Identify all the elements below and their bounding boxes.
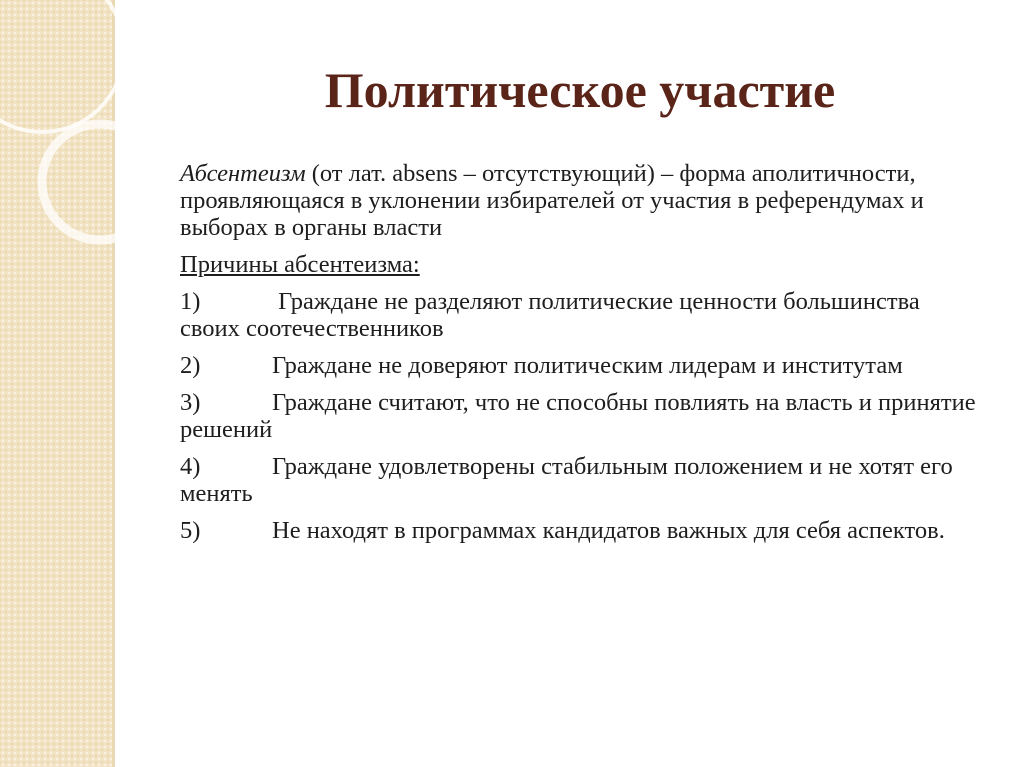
definition-text: (от лат. absens – отсутствующий) – форма аполитичности, проявляющаяся в уклонении избирателей от участия в референдумах и выборах в органы власти: [180, 160, 924, 241]
causes-heading: Причины абсентеизма:: [180, 251, 420, 278]
cause-item-1: [180, 288, 980, 342]
definition-paragraph: [180, 160, 980, 241]
cause-item-2: [180, 352, 980, 379]
cause-number: 3): [180, 389, 201, 416]
cause-number: 1): [180, 288, 201, 315]
definition-term: Абсентеизм: [180, 160, 306, 187]
cause-number: 2): [180, 352, 201, 379]
cause-text: Граждане не разделяют политические ценности большинства своих соотечественников: [180, 288, 920, 342]
slide-content: [180, 160, 980, 554]
cause-item-5: [180, 517, 980, 544]
slide-title: Политическое участие: [324, 62, 836, 118]
cause-text: Граждане не доверяют политическим лидерам и институтам: [272, 352, 903, 379]
cause-text: Граждане удовлетворены стабильным положением и не хотят его менять: [180, 453, 953, 507]
decorative-circle-large: [0, 0, 124, 132]
cause-text: Не находят в программах кандидатов важных для себя аспектов.: [272, 517, 945, 544]
decorative-circles: [0, 0, 140, 260]
decorative-circle-small: [42, 124, 140, 240]
cause-item-3: [180, 389, 980, 443]
cause-number: 4): [180, 453, 201, 480]
cause-item-4: [180, 453, 980, 507]
cause-number: 5): [180, 517, 201, 544]
cause-text: Граждане считают, что не способны повлиять на власть и принятие решений: [180, 389, 976, 443]
